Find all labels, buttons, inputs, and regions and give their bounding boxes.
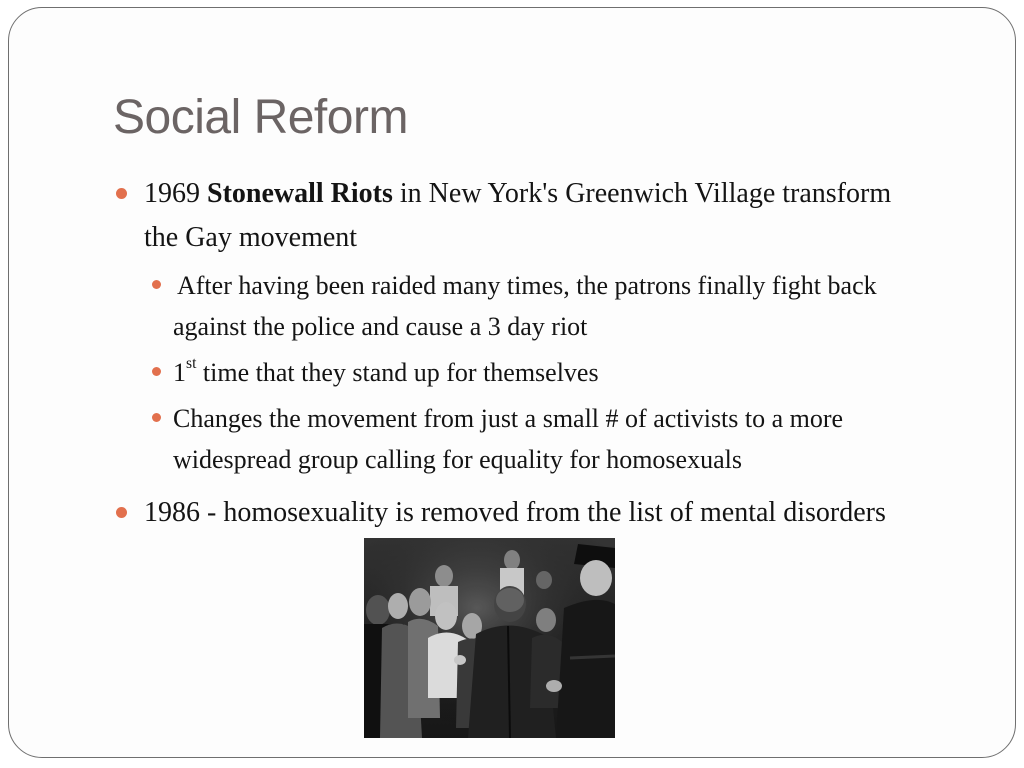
bullet-dot-icon [116,188,127,199]
slide-title: Social Reform [113,91,408,144]
bullet-text: Changes the movement from just a small # of activists to a more widespread group calling for equality for homosexuals [173,404,844,474]
crowd-police-photo-icon [364,538,615,738]
bullet-dot-icon [152,280,161,289]
ordinal-suffix: st [186,355,197,373]
bullet-bold-phrase: Stonewall Riots [207,178,393,209]
bullet-dot-icon [116,507,127,518]
bullet-year: 1969 [144,178,200,209]
stonewall-photo [364,538,615,738]
bullet-dot-icon [152,413,161,422]
bullet-rest: in New York's Greenwich Village transform the Gay movement [144,178,892,253]
slide [8,7,1016,758]
bullet-text: 1986 - homosexuality is removed from the list of mental disorders [144,497,886,528]
sub-bullet-raided [152,265,934,347]
bullet-stonewall-riots [116,172,916,260]
ordinal-number: 1 [173,358,186,387]
sub-bullet-first-time [152,352,934,393]
bullet-text: After having been raided many times, the patrons finally fight back against the police and cause a 3 day riot [173,271,877,341]
bullet-1986 [116,491,906,535]
sub-bullet-changes-movement [152,398,934,480]
bullet-dot-icon [152,367,161,376]
bullet-rest: time that they stand up for themselves [202,358,599,387]
bullet-text [144,172,916,260]
bullet-text [173,352,599,393]
